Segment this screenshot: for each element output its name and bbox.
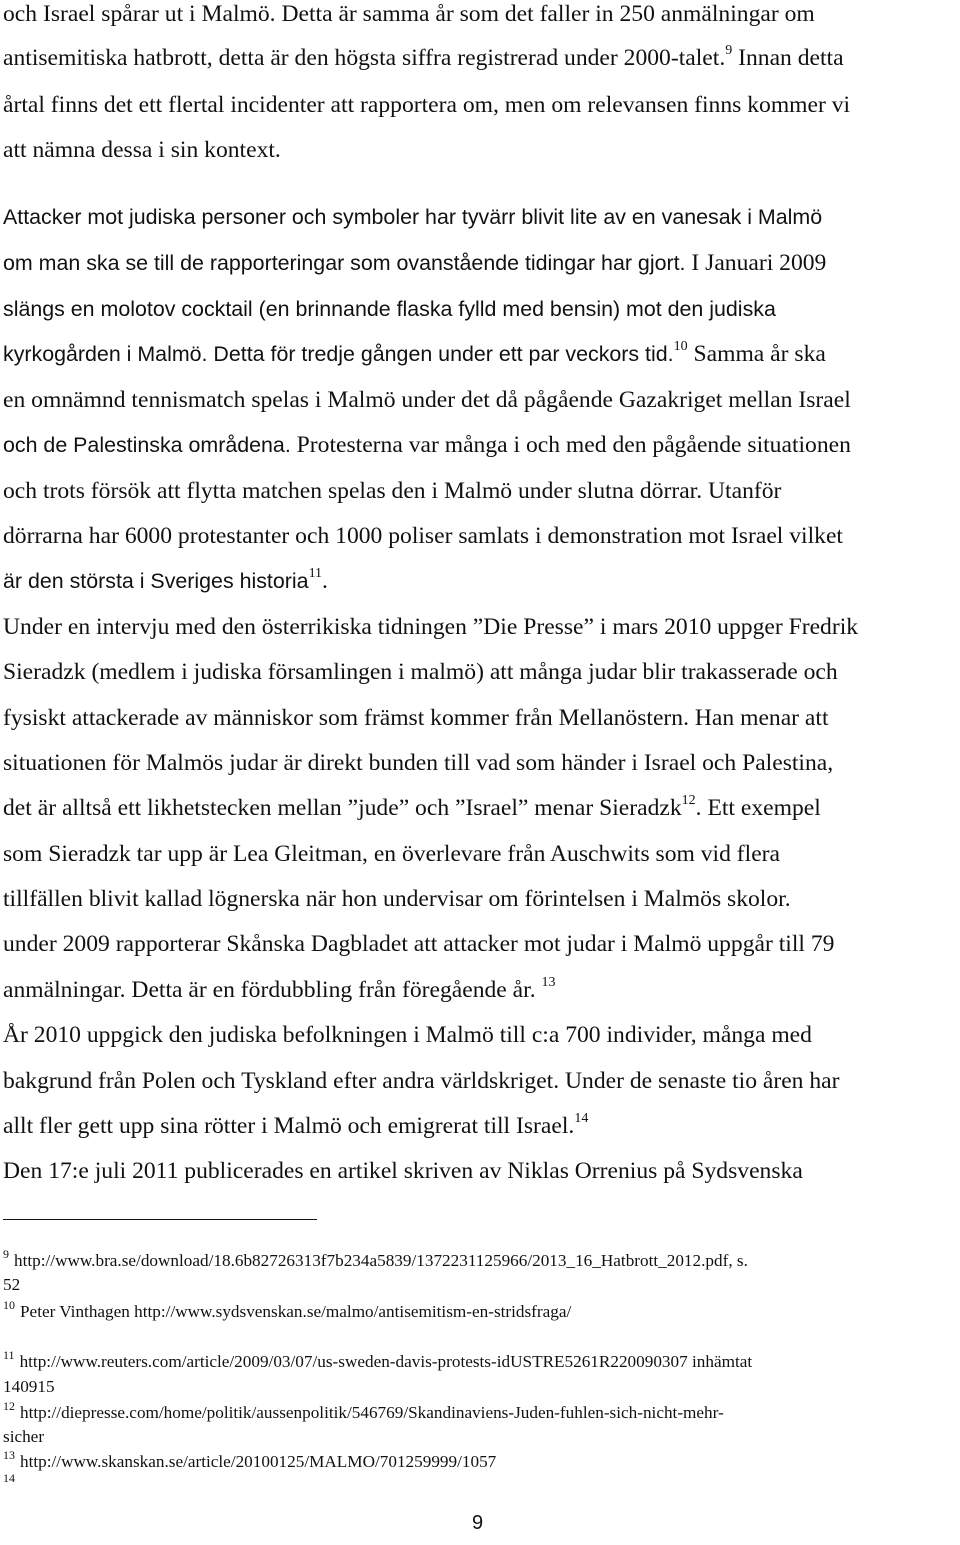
body-text: Detta för tredje gången under ett par veckors tid. xyxy=(207,342,674,366)
body-line xyxy=(3,976,556,1004)
footnote-ref[interactable]: 11 xyxy=(308,566,323,582)
footnote-link[interactable]: Peter Vinthagen http://www.sydsvenskan.se/malmo/antisemitism-en-stridsfraga/ xyxy=(20,1302,572,1321)
footnote-9 xyxy=(3,1247,748,1272)
footnote-separator xyxy=(3,1219,317,1220)
body-line xyxy=(3,613,858,641)
body-text: om man ska se till de rapporteringar som ovanstående tidingar har gjort. xyxy=(3,251,686,275)
body-line xyxy=(3,930,834,958)
footnote-number: 10 xyxy=(3,1298,15,1313)
body-line xyxy=(3,136,281,164)
footnote-9-cont xyxy=(3,1274,20,1296)
body-text: och Israel spårar ut i Malmö. Detta är samma år som det faller in 250 anmälningar om xyxy=(3,1,815,27)
body-text: allt fler gett upp sina rötter i Malmö och emigrerat till Israel. xyxy=(3,1113,575,1139)
body-text: situationen för Malmös judar är direkt bunden till vad som händer i Israel och Palestina, xyxy=(3,750,834,776)
body-line xyxy=(3,249,826,277)
page-number: 9 xyxy=(472,1512,484,1534)
footnote-ref[interactable]: 14 xyxy=(574,1111,589,1127)
body-line xyxy=(3,91,850,119)
body-line xyxy=(3,0,815,28)
body-text: dörrarna har 6000 protestanter och 1000 poliser samlats i demonstration mot Israel vilket xyxy=(3,523,843,549)
body-text: Protesterna var många i och med den pågående situationen xyxy=(290,432,851,458)
footnote-link[interactable]: http://www.reuters.com/article/2009/03/07/us-sweden-davis-protests-idUSTRE5261R220090307 inhämtat xyxy=(19,1352,753,1371)
body-line xyxy=(3,295,776,323)
footnote-link[interactable]: http://www.skanskan.se/article/20100125/MALMO/701259999/1057 xyxy=(20,1452,497,1471)
body-text: . xyxy=(322,568,328,594)
body-text: under 2009 rapporterar Skånska Dagbladet att attacker mot judar i Malmö uppgår till 79 xyxy=(3,931,835,957)
body-line xyxy=(3,203,822,231)
body-text: I Januari 2009 xyxy=(685,250,827,276)
footnote-11 xyxy=(3,1348,753,1373)
body-text: Attacker mot judiska personer och symboler har tyvärr blivit lite av en vanesak i Malmö xyxy=(3,205,823,229)
footnote-link[interactable]: sicher xyxy=(3,1427,45,1446)
body-text: kyrkogården i Malmö. xyxy=(3,342,208,366)
body-line xyxy=(3,658,838,686)
body-text: Han menar att xyxy=(688,705,829,731)
body-line xyxy=(3,885,791,913)
footnote-11-cont xyxy=(3,1376,55,1398)
body-text: och de Palestinska områdena. xyxy=(3,433,291,457)
body-text: Samma år ska xyxy=(687,341,826,367)
footnote-14 xyxy=(3,1471,20,1496)
body-text: som Sieradzk tar upp är Lea Gleitman, en överlevare från Auschwits som vid flera xyxy=(3,841,781,867)
footnote-number: 12 xyxy=(3,1399,15,1414)
footnote-number: 11 xyxy=(3,1348,15,1363)
body-text: tillfällen blivit kallad lögnerska när hon undervisar om förintelsen i Malmös skolor. xyxy=(3,886,791,912)
footnote-12-cont xyxy=(3,1426,44,1448)
body-line xyxy=(3,522,843,550)
body-line xyxy=(3,794,821,822)
body-text: År 2010 uppgick den judiska befolkningen i Malmö till c:a 700 individer, många med xyxy=(3,1022,812,1048)
body-text: anmälningar. Detta är en fördubbling från föregående år. xyxy=(3,977,536,1003)
footnote-text: 52 xyxy=(3,1275,21,1294)
footnote-ref[interactable]: 13 xyxy=(541,975,556,991)
footnote-link[interactable]: http://www.bra.se/download/18.6b82726313f7b234a5839/1372231125966/2013_16_Hatbrott_2012.pdf, s. xyxy=(14,1251,748,1270)
body-text: Den 17:e juli 2011 publicerades en artikel skriven av Niklas Orrenius på Sydsvenska xyxy=(3,1158,803,1184)
body-text: bakgrund från Polen och Tyskland efter andra världskriget. Under de senaste tio åren har xyxy=(3,1068,840,1094)
body-line xyxy=(3,386,851,414)
body-line xyxy=(3,840,780,868)
footnote-number: 9 xyxy=(3,1247,9,1262)
body-text: antisemitiska hatbrott, detta är den högsta siffra registrerad under 2000-talet. xyxy=(3,45,726,71)
body-line xyxy=(3,340,826,368)
body-text: Under en intervju med den österrikiska tidningen ”Die Presse” i mars 2010 uppger Fredrik xyxy=(3,614,859,640)
footnote-link[interactable]: http://diepresse.com/home/politik/aussenpolitik/546769/Skandinaviens-Juden-fuhlen-sich-nicht-mehr- xyxy=(20,1403,724,1422)
body-line xyxy=(3,567,328,595)
body-text: en omnämnd tennismatch spelas i Malmö under det då pågående Gazakriget mellan Israel xyxy=(3,387,851,413)
body-line xyxy=(3,1021,812,1049)
footnote-number: 13 xyxy=(3,1448,15,1463)
body-line xyxy=(3,1157,803,1185)
footnote-13 xyxy=(3,1448,497,1473)
body-text: och trots försök att flytta matchen spelas den i Malmö under slutna dörrar. xyxy=(3,478,703,504)
body-text: att nämna dessa i sin kontext. xyxy=(3,137,281,163)
body-text: fysiskt attackerade av människor som främst kommer från Mellanöstern. xyxy=(3,705,689,731)
body-text: årtal finns det ett flertal incidenter att rapportera om, men om relevansen finns kommer vi xyxy=(3,92,851,118)
body-text: det är alltså ett likhetstecken mellan ”jude” och ”Israel” menar Sieradzk xyxy=(3,795,682,821)
footnote-ref[interactable]: 12 xyxy=(681,793,696,809)
body-line xyxy=(3,431,851,459)
body-text: Innan detta xyxy=(732,45,844,71)
body-line xyxy=(3,1112,588,1140)
body-line xyxy=(3,44,844,72)
body-text: Sieradzk (medlem i judiska församlingen i malmö) att många judar blir trakasserade och xyxy=(3,659,838,685)
body-text: Utanför xyxy=(702,478,782,504)
footnote-ref[interactable]: 9 xyxy=(725,43,733,59)
footnote-ref[interactable]: 10 xyxy=(673,339,688,355)
body-text: . Ett exempel xyxy=(695,795,821,821)
body-text: slängs en molotov cocktail (en brinnande flaska fylld med bensin) mot den judiska xyxy=(3,297,776,321)
body-line xyxy=(3,704,829,732)
footnote-10 xyxy=(3,1298,572,1323)
body-line xyxy=(3,1067,840,1095)
footnote-number: 14 xyxy=(3,1471,15,1486)
footnote-text: 140915 xyxy=(3,1377,55,1396)
body-text: är den största i Sveriges historia xyxy=(3,569,309,593)
body-line xyxy=(3,749,833,777)
body-line xyxy=(3,477,781,505)
footnote-12 xyxy=(3,1399,724,1424)
